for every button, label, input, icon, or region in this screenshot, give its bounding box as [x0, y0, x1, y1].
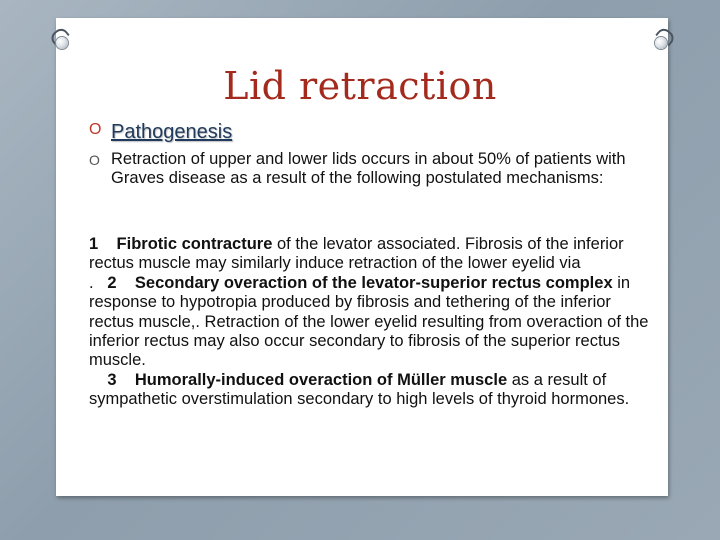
item-number: 3	[107, 370, 117, 389]
item-text: as a result of sympathetic overstimulation secondary to high levels of thyroid hormones.	[89, 370, 630, 409]
bullet-icon: O	[89, 121, 102, 138]
mechanisms-paragraph	[89, 235, 649, 410]
item-title: Secondary overaction of the levator-superior rectus complex	[134, 273, 613, 292]
section-heading: Pathogenesis	[111, 121, 233, 143]
binder-ring-icon	[655, 37, 667, 49]
item-title: Fibrotic contracture	[116, 235, 273, 253]
item-text: in response to hypotropia produced by fibrosis and tethering of the inferior rectus muscle,. Retraction of the lower eyelid resulting from overaction of the inferior rectus may also occur secondary to fibrosis of the superior rectus muscle.	[89, 273, 649, 370]
heading-row	[89, 121, 232, 144]
intro-row	[89, 150, 649, 188]
item-number: 1	[89, 235, 99, 253]
item-number: 2	[107, 273, 117, 292]
item-title: Humorally-induced overaction of Müller muscle	[134, 370, 508, 389]
binder-ring-icon	[56, 37, 68, 49]
slide-title: Lid retraction	[223, 64, 497, 108]
item-text: of the levator associated. Fibrosis of the inferior rectus muscle may similarly induce retraction of the lower eyelid via .	[89, 235, 624, 292]
bullet-icon: O	[89, 152, 100, 168]
intro-paragraph: Retraction of upper and lower lids occurs in about 50% of patients with Graves disease as a result of the following postulated mechanisms:	[111, 150, 626, 187]
